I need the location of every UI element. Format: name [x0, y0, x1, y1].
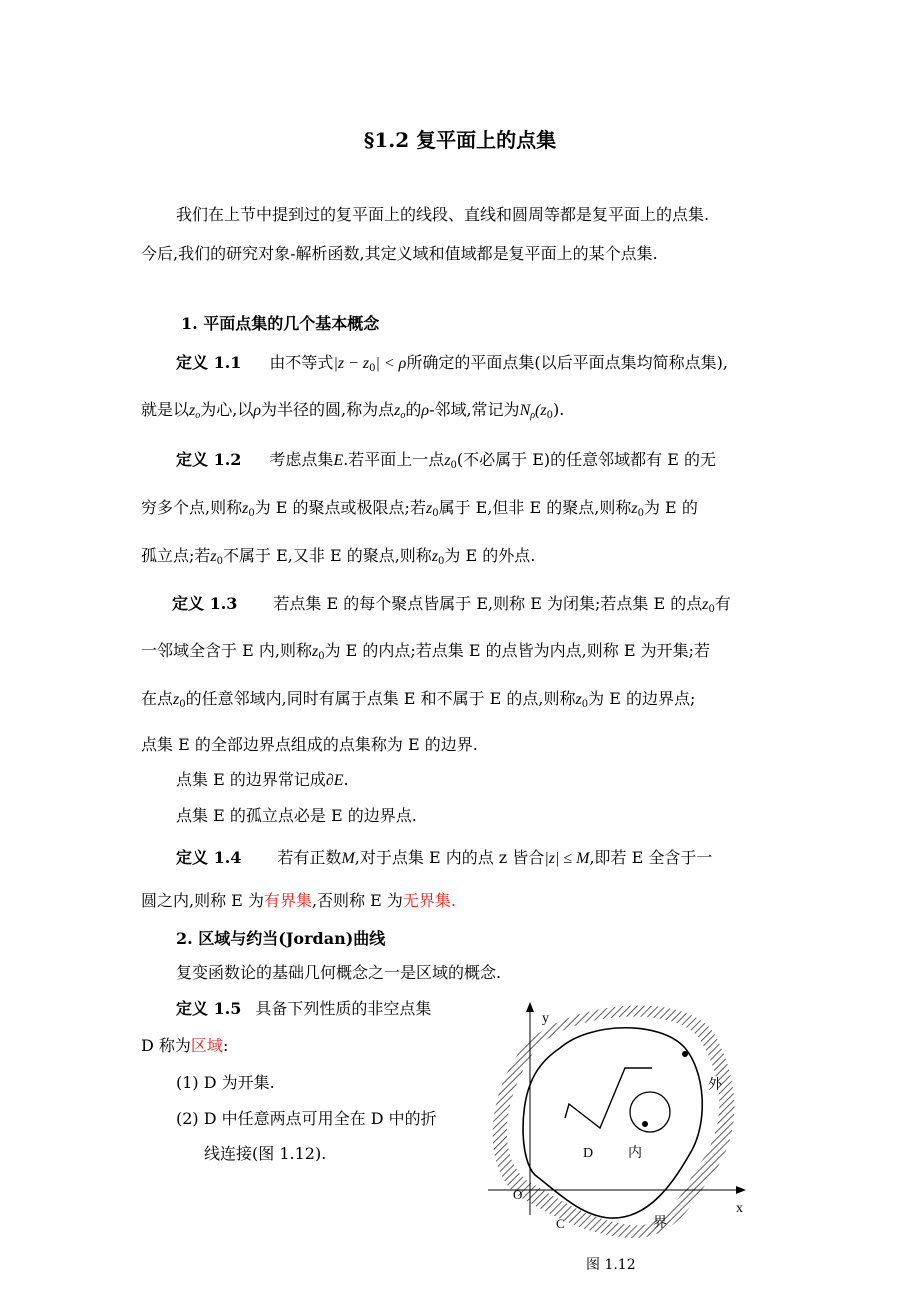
definition-label: 定义 1.4 — [176, 848, 242, 867]
definition-1-5-line-2: D 称为区域: — [141, 1036, 229, 1055]
exterior-point — [682, 1051, 688, 1057]
intro-line-1: 我们在上节中提到过的复平面上的线段、直线和圆周等都是复平面上的点集. — [176, 205, 710, 224]
isolated-point-note: 点集 E 的孤立点必是 E 的边界点. — [176, 806, 417, 825]
figure-caption: 图 1.12 — [586, 1257, 636, 1273]
section-2-heading: 2. 区域与约当(Jordan)曲线 — [176, 929, 386, 948]
property-item-2-cont: 线连接(图 1.12). — [204, 1144, 327, 1163]
definition-label: 定义 1.5 — [176, 999, 242, 1018]
intro-line-2: 今后,我们的研究对象-解析函数,其定义域和值域都是复平面上的某个点集. — [141, 244, 658, 263]
term-region: 区域 — [190, 1036, 223, 1055]
definition-1-3-line-3: 在点$z_0$的任意邻域内,同时有属于点集 E 和不属于 E 的点,则称$z_0$为 E 的边界点; — [141, 689, 696, 710]
definition-label: 定义 1.1 — [176, 353, 242, 372]
section-1-heading: 1. 平面点集的几个基本概念 — [181, 314, 380, 333]
y-axis-arrow — [526, 1002, 534, 1012]
definition-1-3-line-2: 一邻域全含于 E 内,则称$z_0$为 E 的内点;若点集 E 的点皆为内点,则称 E 为开集;若 — [141, 641, 710, 662]
definition-1-4-line-1: 定义 1.4 若有正数M,对于点集 E 内的点 z 皆合|z| ≤ M,即若 E 全含于一 — [176, 848, 713, 867]
page-title: §1.2 复平面上的点集 — [363, 128, 557, 152]
term-unbounded-set: 无界集. — [402, 891, 457, 910]
definition-label: 定义 1.3 — [172, 594, 238, 613]
definition-1-1-line-1: 定义 1.1 由不等式$|z - z_0| < \rho$所确定的平面点集(以后平面点集均简称点集), — [176, 353, 728, 374]
origin-label: O — [513, 1187, 523, 1202]
definition-1-2-line-1: 定义 1.2 考虑点集E.若平面上一点$z_0$(不必属于 E)的任意邻域都有 E 的无 — [176, 450, 717, 471]
definition-1-4-line-2: 圆之内,则称 E 为有界集,否则称 E 为无界集. — [141, 891, 457, 910]
curve-c-label: C — [556, 1216, 565, 1231]
section-2-intro: 复变函数论的基础几何概念之一是区域的概念. — [176, 963, 502, 982]
definition-1-1-line-2: 就是以$z_o$为心,以ρ为半径的圆,称为点$z_o$的ρ-邻域,常记为$N_\rho(z_0)$. — [141, 400, 565, 421]
boundary-label: 界 — [653, 1215, 667, 1231]
interior-label: 内 — [628, 1145, 642, 1161]
y-axis-label: y — [542, 1011, 549, 1026]
property-item-2: (2) D 中任意两点可用全在 D 中的折 — [176, 1109, 437, 1128]
term-bounded-set: 有界集 — [263, 891, 312, 910]
figure-region-diagram — [480, 1000, 770, 1270]
definition-1-3-line-1: 定义 1.3 若点集 E 的每个聚点皆属于 E,则称 E 为闭集;若点集 E 的点$z_0$有 — [172, 594, 731, 615]
interior-point — [642, 1121, 648, 1127]
definition-1-2-line-3: 孤立点;若$z_0$不属于 E,又非 E 的聚点,则称$z_0$为 E 的外点. — [141, 546, 536, 567]
region-d-label: D — [583, 1146, 594, 1161]
definition-1-3-line-4: 点集 E 的全部边界点组成的点集称为 E 的边界. — [141, 735, 478, 754]
property-item-1: (1) D 为开集. — [176, 1073, 275, 1092]
definition-1-5-line-1: 定义 1.5 具备下列性质的非空点集 — [176, 999, 432, 1018]
exterior-label: 外 — [708, 1077, 722, 1093]
definition-1-2-line-2: 穷多个点,则称$z_0$为 E 的聚点或极限点;若$z_0$属于 E,但非 E 的聚点,则称$z_0$为 E 的 — [141, 498, 698, 519]
x-axis-arrow — [736, 1186, 746, 1194]
definition-label: 定义 1.2 — [176, 450, 242, 469]
boundary-notation-line: 点集 E 的边界常记成∂E. — [176, 770, 349, 789]
x-axis-label: x — [736, 1201, 743, 1216]
